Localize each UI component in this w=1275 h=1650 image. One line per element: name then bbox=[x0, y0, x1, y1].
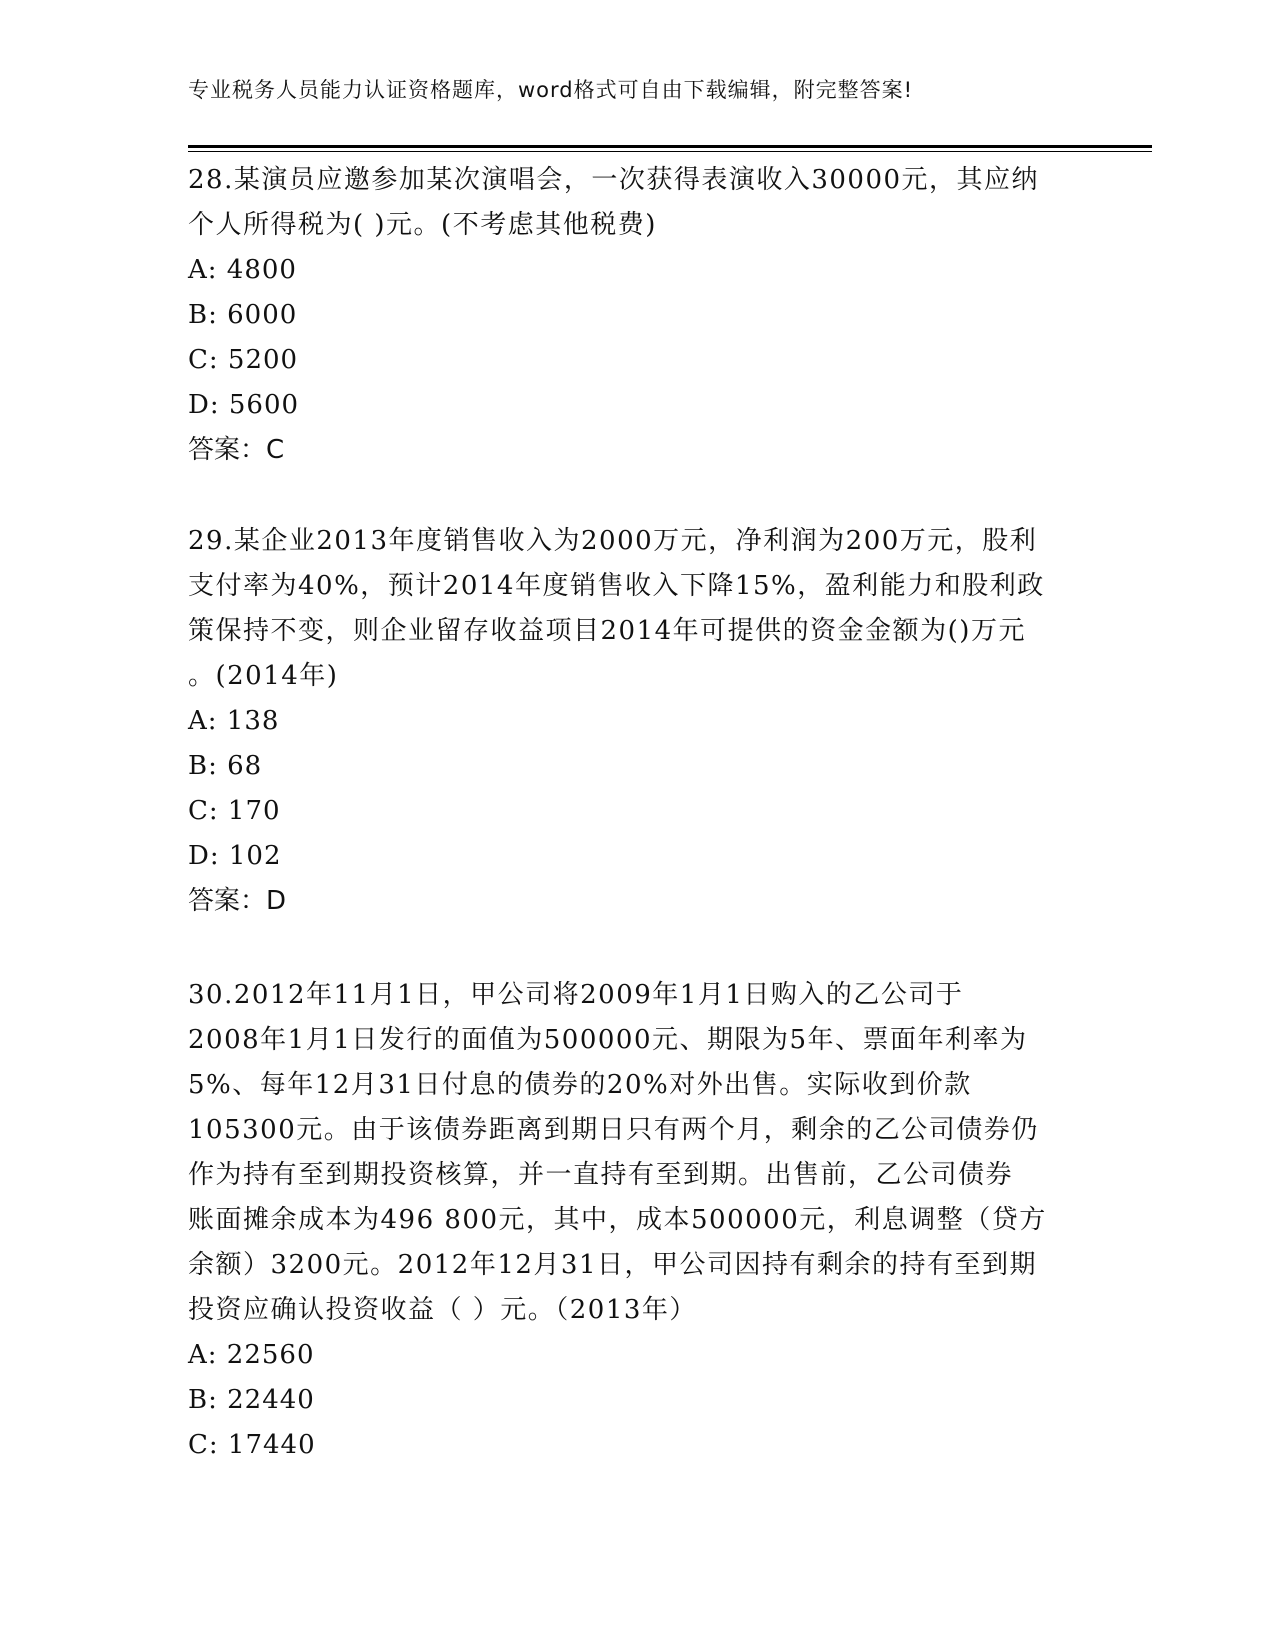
option-c: C: 170 bbox=[188, 796, 281, 826]
question-stem-line: 投资应确认投资收益（ ）元。（2013年） bbox=[188, 1295, 697, 1325]
option-a: A: 22560 bbox=[188, 1340, 315, 1370]
option-b: B: 68 bbox=[188, 751, 263, 781]
question-30 bbox=[188, 973, 1078, 1468]
option-c: C: 17440 bbox=[188, 1430, 316, 1460]
question-stem-line: 余额）3200元。2012年12月31日，甲公司因持有剩余的持有至到期 bbox=[188, 1250, 1038, 1280]
option-c: C: 5200 bbox=[188, 345, 299, 375]
question-stem-line: 账面摊余成本为496 800元，其中，成本500000元，利息调整（贷方 bbox=[188, 1205, 1047, 1235]
question-stem-line: 2008年1月1日发行的面值为500000元、期限为5年、票面年利率为 bbox=[188, 1025, 1028, 1055]
question-stem-line: 5%、每年12月31日付息的债券的20%对外出售。实际收到价款 bbox=[188, 1070, 972, 1100]
question-stem-line: 。(2014年) bbox=[188, 661, 339, 691]
option-b: B: 6000 bbox=[188, 300, 298, 330]
header-rule-thick bbox=[188, 145, 1152, 148]
question-28 bbox=[188, 158, 1078, 473]
option-a: A: 4800 bbox=[188, 255, 297, 285]
question-stem-line: 个人所得税为( )元。(不考虑其他税费) bbox=[188, 210, 657, 240]
answer: 答案：C bbox=[188, 435, 285, 465]
option-d: D: 5600 bbox=[188, 390, 300, 420]
question-29 bbox=[188, 519, 1078, 924]
question-stem-line: 30.2012年11月1日，甲公司将2009年1月1日购入的乙公司于 bbox=[188, 980, 964, 1010]
question-stem-line: 作为持有至到期投资核算，并一直持有至到期。出售前，乙公司债券 bbox=[188, 1160, 1014, 1190]
option-d: D: 102 bbox=[188, 841, 282, 871]
question-stem-line: 29.某企业2013年度销售收入为2000万元，净利润为200万元，股利 bbox=[188, 526, 1038, 556]
answer: 答案：D bbox=[188, 886, 287, 916]
question-stem-line: 105300元。由于该债券距离到期日只有两个月，剩余的乙公司债券仍 bbox=[188, 1115, 1039, 1145]
header-rule-thin bbox=[188, 151, 1152, 152]
question-stem-line: 策保持不变，则企业留存收益项目2014年可提供的资金金额为()万元 bbox=[188, 616, 1026, 646]
option-b: B: 22440 bbox=[188, 1385, 315, 1415]
question-stem-line: 支付率为40%，预计2014年度销售收入下降15%，盈利能力和股利政 bbox=[188, 571, 1045, 601]
option-a: A: 138 bbox=[188, 706, 280, 736]
question-stem-line: 28.某演员应邀参加某次演唱会，一次获得表演收入30000元，其应纳 bbox=[188, 165, 1040, 195]
page-header: 专业税务人员能力认证资格题库，word格式可自由下载编辑，附完整答案! bbox=[188, 78, 914, 102]
